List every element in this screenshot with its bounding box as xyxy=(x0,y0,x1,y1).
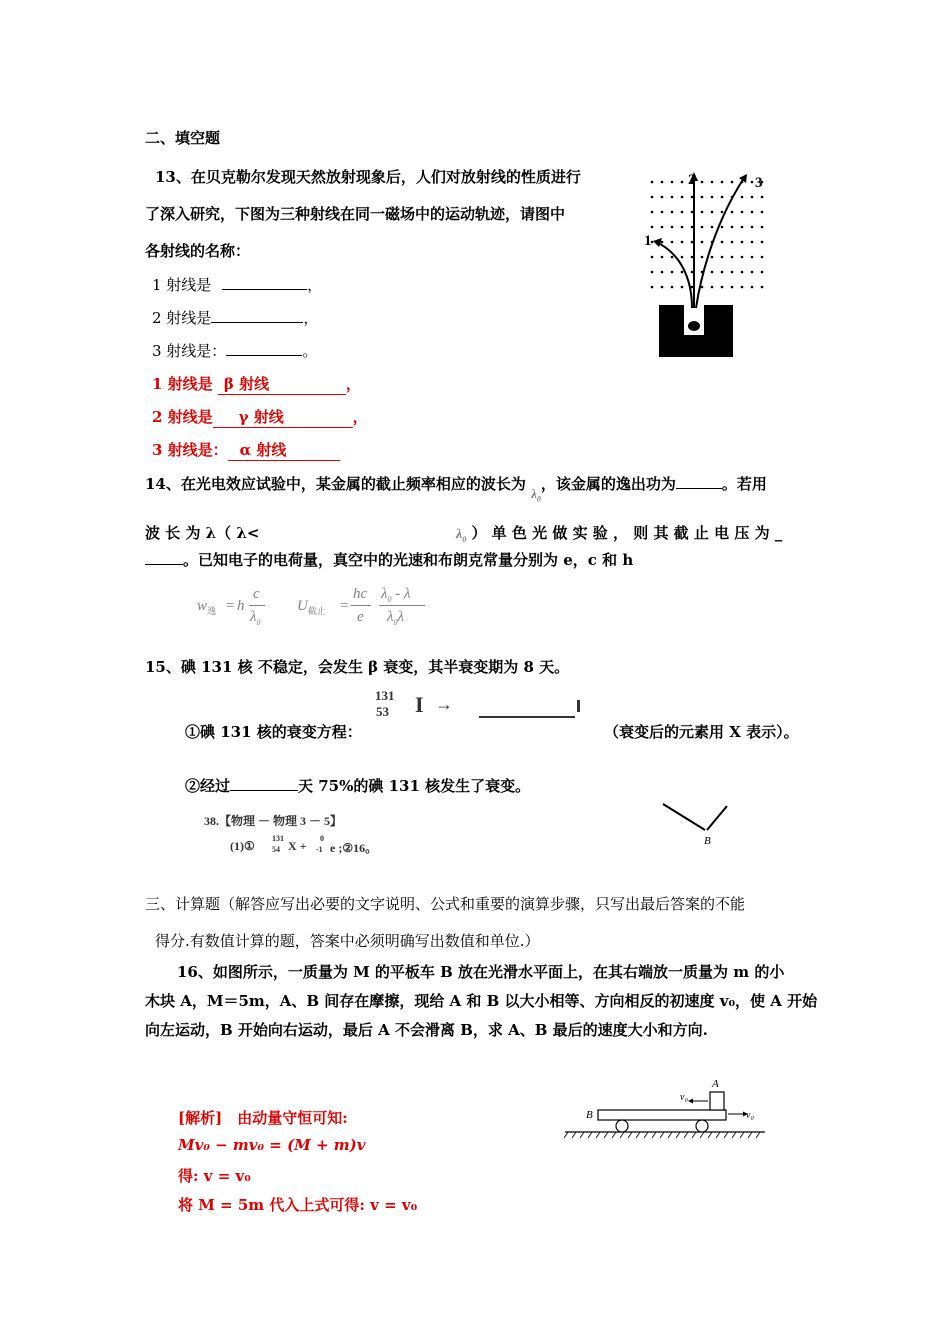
track-label-3: 3 xyxy=(755,175,763,191)
field-dot xyxy=(671,241,674,244)
field-dot xyxy=(701,286,704,289)
c-symbol: c xyxy=(253,586,260,602)
q13-blank1-label: 1 射线是 xyxy=(152,276,212,294)
field-dot xyxy=(691,211,694,214)
field-dot xyxy=(731,241,734,244)
field-dot xyxy=(671,226,674,229)
lambda0-den: $\lambda_0$ xyxy=(250,609,261,627)
field-dot xyxy=(691,256,694,259)
denominator: $\lambda_0\lambda$ xyxy=(387,609,404,627)
field-dot xyxy=(651,196,654,199)
field-dot xyxy=(691,241,694,244)
field-dot xyxy=(651,256,654,259)
q13-answer-3 xyxy=(152,439,340,461)
lambda0-symbol: $\lambda_0$ xyxy=(456,527,467,544)
edge-mark xyxy=(577,700,580,712)
answer-value: β 射线 xyxy=(218,373,346,395)
field-dot xyxy=(761,211,764,214)
source xyxy=(688,321,700,331)
field-dot xyxy=(751,271,754,274)
field-dot xyxy=(711,271,714,274)
q13-blank3-field[interactable] xyxy=(226,341,302,356)
track-label-2: 2 xyxy=(688,172,696,188)
q13-blank3-label: 3 射线是： xyxy=(152,342,227,360)
field-dot xyxy=(651,286,654,289)
field-dot xyxy=(731,211,734,214)
field-dot xyxy=(721,211,724,214)
field-dot xyxy=(701,241,704,244)
answer-mass: 131 xyxy=(272,834,284,843)
magnetic-field-dots xyxy=(651,181,764,289)
field-dot xyxy=(721,181,724,184)
field-dot xyxy=(681,256,684,259)
field-dot xyxy=(731,286,734,289)
answer-e: e ;②16。 xyxy=(330,841,378,855)
field-dot xyxy=(751,181,754,184)
field-dot xyxy=(701,181,704,184)
cart-figure xyxy=(560,1070,770,1140)
field-dot xyxy=(711,211,714,214)
label-v0-left: v₀ xyxy=(680,1092,688,1103)
field-dot xyxy=(751,196,754,199)
label-A: A xyxy=(712,1078,719,1090)
field-dot xyxy=(691,196,694,199)
numerator: $\lambda_0$ - λ xyxy=(381,586,411,604)
q13-line1: 13、在贝克勒尔发现天然放射现象后，人们对放射线的性质进行 xyxy=(155,168,581,186)
field-dot xyxy=(671,271,674,274)
field-dot xyxy=(761,271,764,274)
q14-line3 xyxy=(145,549,633,570)
q14-line3-text: 。已知电子的电荷量，真空中的光速和布朗克常量分别为 e，c 和 h xyxy=(183,551,634,569)
section3-line1: 三、计算题（解答应写出必要的文字说明、公式和重要的演算步骤，只写出最后答案的不能 xyxy=(145,895,746,913)
line-right xyxy=(707,806,727,830)
q14-line1-a: 14、在光电效应试验中，某金属的截止频率相应的波长为 xyxy=(145,475,526,493)
field-dot xyxy=(761,196,764,199)
q13-answer-1 xyxy=(152,373,361,395)
field-dot xyxy=(681,271,684,274)
field-dot xyxy=(721,256,724,259)
cart-B xyxy=(598,1110,726,1120)
field-dot xyxy=(741,211,744,214)
field-dot xyxy=(681,226,684,229)
field-dot xyxy=(721,271,724,274)
field-dot xyxy=(751,241,754,244)
answer-heading: 38.【物理 － 物理 3 － 5】 xyxy=(204,814,343,828)
field-dot xyxy=(681,196,684,199)
arrow: → xyxy=(435,694,453,714)
field-dot xyxy=(671,256,674,259)
field-dot xyxy=(731,226,734,229)
answer-atomic: 54 xyxy=(272,845,280,854)
field-dot xyxy=(741,241,744,244)
arrowhead-left xyxy=(688,1099,693,1104)
solution-head: [解析] 由动量守恒可知: xyxy=(178,1109,348,1127)
field-dot xyxy=(661,241,664,244)
field-dot xyxy=(671,196,674,199)
wheel-left xyxy=(616,1120,628,1132)
field-dot xyxy=(711,196,714,199)
q14-formula xyxy=(197,586,437,634)
q14-voltage-blank[interactable] xyxy=(145,550,183,565)
field-dot xyxy=(681,241,684,244)
field-dot xyxy=(661,286,664,289)
solution-eq2: 得: v = v₀ xyxy=(178,1167,251,1185)
field-dot xyxy=(751,226,754,229)
section3-line2: 得分.有数值计算的题，答案中必须明确写出数值和单位.） xyxy=(155,932,540,950)
field-dot xyxy=(661,271,664,274)
field-dot xyxy=(711,286,714,289)
field-dot xyxy=(741,196,744,199)
q14-line2-a: 波 长 为 λ（ λ< xyxy=(145,524,260,542)
field-dot xyxy=(721,226,724,229)
field-dot xyxy=(711,226,714,229)
field-dot xyxy=(701,226,704,229)
field-dot xyxy=(651,181,654,184)
label-v0-right: v₀ xyxy=(746,1110,754,1121)
field-dot xyxy=(691,226,694,229)
answer-value: α 射线 xyxy=(228,439,340,461)
solution-eq3: 将 M = 5m 代入上式可得: v = v₀ xyxy=(178,1196,418,1214)
atomic-number: 53 xyxy=(376,704,389,719)
field-dot xyxy=(651,226,654,229)
q16-line1: 16、如图所示，一质量为 M 的平板车 B 放在光滑水平面上，在其右端放一质量为 m 的小 xyxy=(177,963,785,981)
q14-line1 xyxy=(145,473,767,504)
line-left xyxy=(663,804,705,830)
fraction-bar xyxy=(379,605,425,606)
q14-line2-right xyxy=(456,522,782,544)
field-dot xyxy=(751,286,754,289)
q14-line2-c: ） 单 色 光 做 实 验 ， 则 其 截 止 电 压 为 _ xyxy=(471,524,783,542)
arrowhead-1 xyxy=(653,238,662,247)
q13-line3: 各射线的名称： xyxy=(145,242,251,260)
q14-line1-b: ，该金属的逸出功为 xyxy=(540,475,676,493)
field-dot xyxy=(751,256,754,259)
equation-blank xyxy=(479,716,575,718)
hc-symbol: hc xyxy=(353,586,368,602)
label-B: B xyxy=(586,1109,593,1121)
field-dot xyxy=(661,211,664,214)
field-dot xyxy=(661,226,664,229)
field-dot xyxy=(761,226,764,229)
section-title: 二、填空题 xyxy=(145,129,221,147)
field-dot xyxy=(701,196,704,199)
field-dot xyxy=(741,226,744,229)
comma: ， xyxy=(303,309,319,327)
q13-blank-row-2 xyxy=(152,307,318,328)
q15-sub2 xyxy=(185,775,530,796)
lambda0-symbol: $\lambda_0$ xyxy=(531,486,541,504)
fragment-figure xyxy=(655,800,735,852)
decay-equation-image xyxy=(375,688,585,734)
field-dot xyxy=(681,211,684,214)
block-A xyxy=(710,1092,724,1110)
ground-hatch xyxy=(564,1132,760,1138)
field-dot xyxy=(711,256,714,259)
field-dot xyxy=(731,256,734,259)
field-dot xyxy=(731,181,734,184)
q13-blank1-field[interactable] xyxy=(222,275,307,290)
field-dot xyxy=(691,286,694,289)
answer-line: (1)① xyxy=(230,839,255,853)
answer-prefix: 1 射线是 xyxy=(152,375,213,393)
field-dot xyxy=(691,271,694,274)
field-dot xyxy=(761,241,764,244)
field-dot xyxy=(651,271,654,274)
answer-prefix: 3 射线是： xyxy=(152,441,228,459)
q13-blank2-label: 2 射线是 xyxy=(152,309,212,327)
q13-blank-row-3 xyxy=(152,340,317,361)
q15-sub2-b: 天 75%的碘 131 核发生了衰变。 xyxy=(298,777,531,795)
q15-sub1-note: （衰变后的元素用 X 表示）。 xyxy=(604,723,799,741)
track-label-1: 1 xyxy=(644,233,652,249)
field-dot xyxy=(681,286,684,289)
field-dot xyxy=(741,271,744,274)
answer-prefix: 2 射线是 xyxy=(152,408,213,426)
comma: ， xyxy=(307,276,323,294)
element-symbol: I xyxy=(415,692,424,717)
fraction-bar xyxy=(249,605,265,606)
track-1 xyxy=(656,242,692,308)
q14-line2 xyxy=(145,522,260,543)
U-symbol: $U_{截止}$ xyxy=(297,598,326,616)
q15-sub1-label: ①碘 131 核的衰变方程： xyxy=(185,723,362,741)
e-symbol: e xyxy=(357,609,364,625)
q15-line1: 15、碘 131 核 不稳定，会发生 β 衰变，其半衰变期为 8 天。 xyxy=(145,658,570,676)
field-dot xyxy=(701,211,704,214)
field-dot xyxy=(721,196,724,199)
q13-blank-row-1 xyxy=(152,274,322,295)
field-dot xyxy=(731,271,734,274)
equals: = xyxy=(225,598,236,614)
answer-comma: ， xyxy=(352,408,368,426)
q15-days-blank[interactable] xyxy=(230,776,298,791)
q14-line1-c: 。若用 xyxy=(721,475,767,493)
equals: = xyxy=(339,598,350,614)
field-dot xyxy=(751,211,754,214)
q15-answer-image xyxy=(204,812,404,864)
field-dot xyxy=(711,181,714,184)
field-dot xyxy=(741,256,744,259)
mass-number: 131 xyxy=(375,688,395,703)
q13-blank2-field[interactable] xyxy=(211,308,303,323)
solution-eq1: Mv₀ − mv₀ = (M + m)v xyxy=(178,1136,366,1154)
q15-sub2-a: ②经过 xyxy=(185,777,231,795)
radiation-figure xyxy=(640,168,775,360)
electron-charge: -1 xyxy=(316,845,323,854)
field-dot xyxy=(671,286,674,289)
field-dot xyxy=(661,196,664,199)
field-dot xyxy=(671,211,674,214)
field-dot xyxy=(661,256,664,259)
q13-line2: 了深入研究，下图为三种射线在同一磁场中的运动轨迹，请图中 xyxy=(145,205,566,223)
answer-x: X + xyxy=(288,839,307,853)
electron-mass: 0 xyxy=(320,834,324,843)
answer-comma: ， xyxy=(345,375,361,393)
q16-line3: 向左运动，B 开始向右运动，最后 A 不会滑离 B，求 A、B 最后的速度大小和方向. xyxy=(145,1021,708,1039)
field-dot xyxy=(651,211,654,214)
label-B: B xyxy=(704,835,711,847)
wheel-right xyxy=(696,1120,708,1132)
field-dot xyxy=(761,286,764,289)
q16-line2: 木块 A，M＝5m，A、B 间存在摩擦，现给 A 和 B 以大小相等、方向相反的初速度 v₀，使 A 开始 xyxy=(145,992,818,1010)
field-dot xyxy=(671,181,674,184)
field-dot xyxy=(721,286,724,289)
field-dot xyxy=(701,256,704,259)
field-dot xyxy=(761,256,764,259)
h-symbol: h xyxy=(237,598,245,614)
period: 。 xyxy=(302,342,318,360)
answer-value: γ 射线 xyxy=(213,406,353,428)
track-3 xyxy=(696,178,744,308)
field-dot xyxy=(681,181,684,184)
field-dot xyxy=(741,286,744,289)
w-symbol: $w_逸$ xyxy=(197,598,217,616)
field-dot xyxy=(721,241,724,244)
q14-work-function-blank[interactable] xyxy=(676,474,722,489)
q13-answer-2 xyxy=(152,406,368,428)
field-dot xyxy=(661,181,664,184)
fraction-bar xyxy=(351,605,371,606)
